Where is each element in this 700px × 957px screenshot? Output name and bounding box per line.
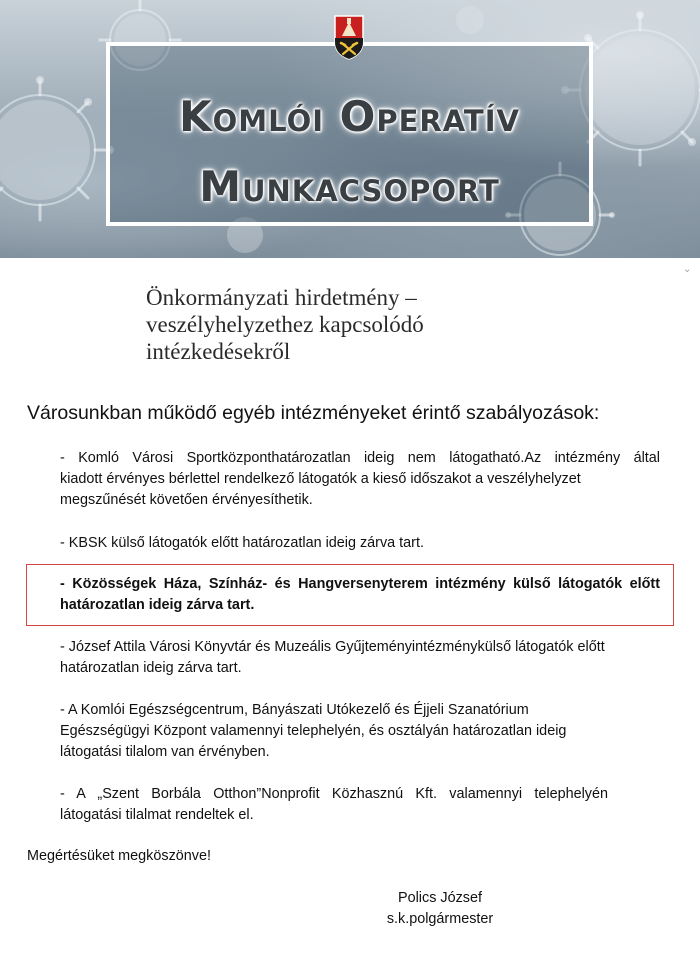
regulation-item-highlighted: [60, 574, 660, 616]
signature-block: [370, 888, 510, 930]
announcement-line: Önkormányzati hirdetmény –: [146, 285, 417, 310]
announcement-line: intézkedésekről: [146, 339, 291, 364]
item-line: - Komló Városi Sportközponthatározatlan ideig nem látogatható.Az intézmény által: [60, 450, 660, 466]
regulation-item: [60, 637, 660, 679]
regulation-item: [60, 700, 660, 763]
regulation-item: [60, 448, 660, 511]
item-line: látogatási tilalmat rendeltek el.: [60, 807, 254, 823]
banner-title-line-2: Munkacsoport: [199, 162, 500, 211]
item-line: határozatlan ideig zárva tart.: [60, 597, 255, 613]
signature-name: Polics József: [398, 890, 482, 906]
regulation-item: [60, 533, 660, 554]
announcement-title: [146, 284, 546, 365]
announcement-line: veszélyhelyzethez kapcsolódó: [146, 312, 424, 337]
item-line: látogatási tilalom van érvényben.: [60, 744, 270, 760]
closing-text: Megértésüket megköszönve!: [27, 848, 211, 864]
header-banner: [0, 0, 700, 258]
banner-title-line-1: Komlói Operatív: [179, 92, 520, 141]
item-line: - A „Szent Borbála Otthon”Nonprofit Közhasznú Kft. valamennyi telephelyén: [60, 786, 608, 802]
item-line: kiadott érvényes bérlettel rendelkező látogatók a kieső időszakot a veszélyhelyzet: [60, 471, 581, 487]
chevron-down-icon: ⌄: [683, 264, 692, 275]
city-coat-of-arms-icon: [333, 14, 365, 60]
item-line: határozatlan ideig zárva tart.: [60, 660, 242, 676]
item-line: Egészségügyi Központ valamennyi telephelyén, és osztályán határozatlan ideig: [60, 723, 567, 739]
title-frame: [106, 42, 593, 226]
item-line: megszűnését követően érvényesíthetik.: [60, 492, 313, 508]
regulation-item: [60, 784, 660, 826]
item-line: - A Komlói Egészségcentrum, Bányászati Utókezelő és Éjjeli Szanatórium: [60, 702, 529, 718]
item-line: - József Attila Városi Könyvtár és Muzeális Gyűjteményintézménykülső látogatók előtt: [60, 639, 605, 655]
item-line: - KBSK külső látogatók előtt határozatlan ideig zárva tart.: [60, 535, 424, 551]
signature-title: s.k.polgármester: [386, 911, 494, 927]
item-line: - Közösségek Háza, Színház- és Hangversenyterem intézmény külső látogatók előtt: [60, 576, 660, 592]
section-heading: Városunkban működő egyéb intézményeket érintő szabályozások:: [27, 402, 600, 424]
